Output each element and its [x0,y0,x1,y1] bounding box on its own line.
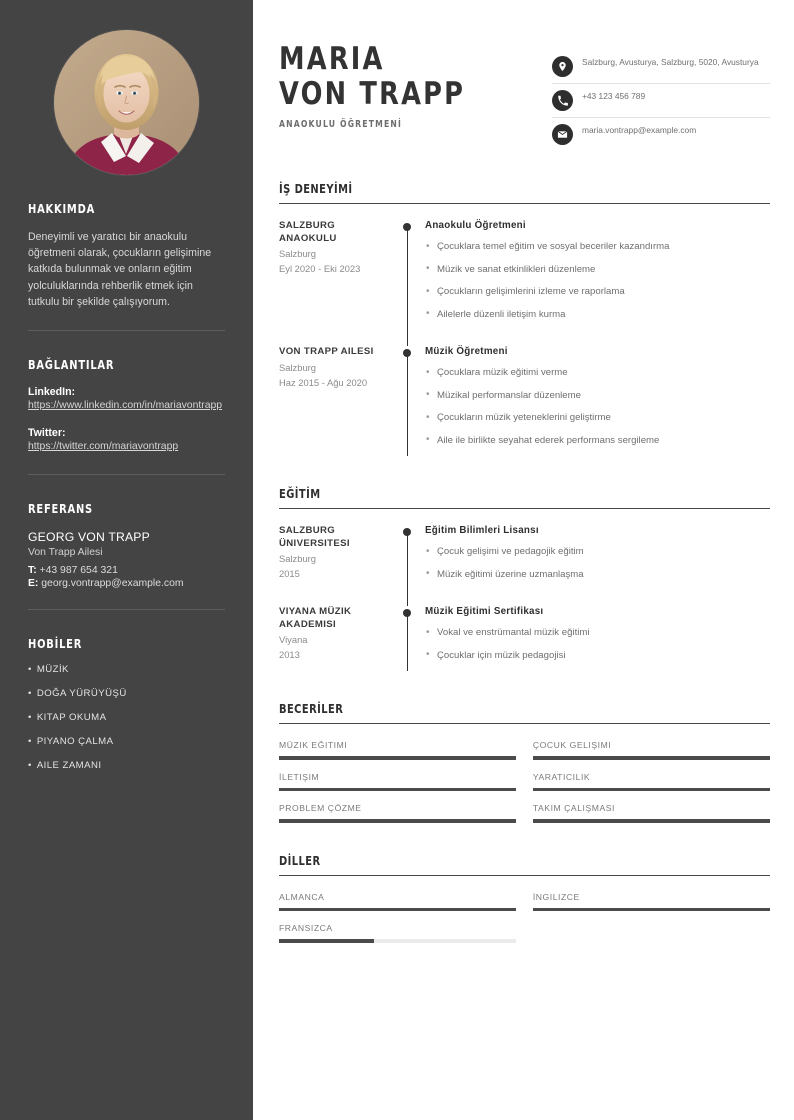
item-org-block [279,220,397,330]
location: Viyana [279,634,308,646]
hobby-label: PIYANO ÇALMA [36,736,114,748]
language-bar-track [279,908,516,912]
organization-name: VIYANA MÜZIK AKADEMISI [279,606,352,630]
section-rule [279,875,770,876]
skill-label: ÇOCUK GELIŞIMI [532,740,612,750]
organization-name: SALZBURG ANAOKULU [279,220,337,244]
page-title [279,41,466,112]
list-item: • Müzikal performanslar düzenleme [425,389,770,402]
item-title: Müzik Eğitimi Sertifikası [425,606,544,617]
date-range: 2013 [279,649,300,661]
divider [28,609,225,610]
experience-heading: İŞ DENEYİMİ [279,181,353,196]
hobby-item [28,688,225,699]
timeline-line [407,613,408,671]
twitter-label: Twitter: [28,427,66,440]
hobbies-heading: HOBİLER [28,636,83,652]
section-rule [279,508,770,509]
contact-text: maria.vontrapp@example.com [582,125,697,135]
about-section [28,201,225,310]
experience-items [279,220,770,456]
timeline-line [407,353,408,456]
language-label: İNGILIZCE [532,891,580,902]
reference-section [28,501,225,589]
languages-section [279,853,770,943]
languages-grid [279,880,770,943]
reference-organization: Von Trapp Ailesi [28,547,103,559]
item-detail-block [423,346,770,456]
list-item: • Çocuklara temel eğitim ve sosyal beceriler kazandırma [425,240,770,253]
first-name: MARIA [279,41,385,77]
timeline-dot-icon [403,223,411,231]
language-item [533,892,770,912]
envelope-icon [552,124,573,145]
location-pin-icon [552,56,573,77]
item-title: Müzik Öğretmeni [425,346,508,357]
language-bar-fill [533,908,770,912]
last-name: VON TRAPP [279,76,466,112]
item-org-block [279,525,397,590]
skill-bar-track [533,788,770,792]
bullet-icon: • [28,712,32,724]
hobby-item [28,760,225,771]
language-label: ALMANCA [279,891,325,902]
skill-bar-track [279,819,516,823]
language-bar-track [533,908,770,912]
item-org-block [279,346,397,456]
profile-photo [54,30,199,175]
timeline-rail [397,346,423,456]
bullet-icon: • [28,736,32,748]
skill-bar-track [279,756,516,760]
language-bar-track [279,939,516,943]
section-rule [279,203,770,204]
location: Salzburg [279,248,317,260]
hobby-label: DOĞA YÜRÜYÜŞÜ [36,688,127,700]
skills-heading: BECERİLER [279,701,344,716]
skill-item [533,772,770,792]
timeline-line [407,532,408,606]
bullet-list [425,626,770,662]
reference-heading: REFERANS [28,501,93,517]
timeline-item [279,606,770,671]
linkedin-url[interactable]: https://www.linkedin.com/in/mariavontrapp [28,400,223,412]
bullet-list [425,366,770,447]
skill-bar-track [533,819,770,823]
bullet-icon: • [28,760,32,772]
skill-bar-fill [279,819,516,823]
hobby-item [28,712,225,723]
link-item-twitter [28,427,225,454]
reference-phone: +43 987 654 321 [39,565,118,577]
list-item: • Çocuklar için müzik pedagojisi [425,649,770,662]
item-detail-block [423,220,770,330]
reference-email-label: E: [28,578,39,590]
timeline-item [279,346,770,456]
skill-bar-fill [533,788,770,792]
date-range: Haz 2015 - Ağu 2020 [279,376,368,388]
item-title: Eğitim Bilimleri Lisansı [425,525,539,536]
list-item: • Müzik ve sanat etkinlikleri düzenleme [425,263,770,276]
experience-section [279,181,770,456]
item-detail-block [423,525,770,590]
hobby-label: MÜZİK [36,664,69,676]
contact-text: +43 123 456 789 [582,91,646,101]
links-section [28,357,225,454]
timeline-dot-icon [403,609,411,617]
reference-phone-row [28,565,225,576]
organization-name: SALZBURG ÜNIVERSITESI [279,525,350,549]
link-item-linkedin [28,386,225,413]
education-heading: EĞİTİM [279,486,321,501]
education-section [279,486,770,671]
language-item [279,892,516,912]
contact-row [552,117,770,151]
contact-row [552,83,770,117]
skill-item [279,740,516,760]
hobby-label: AILE ZAMANI [36,760,102,772]
contact-row [552,50,770,83]
hobbies-list [28,664,225,771]
skill-bar-track [279,788,516,792]
location: Salzburg [279,361,317,373]
list-item: • Vokal ve enstrümantal müzik eğitimi [425,626,770,639]
section-rule [279,723,770,724]
languages-heading: DİLLER [279,852,321,868]
item-title: Anaokulu Öğretmeni [425,220,526,231]
name-block [279,41,481,130]
skill-item [533,803,770,823]
language-item [279,923,516,943]
timeline-line [407,227,408,346]
language-bar-fill [279,908,516,912]
main-content [253,0,794,1120]
skill-bar-fill [279,756,516,760]
skill-item [279,803,516,823]
location: Salzburg [279,553,317,565]
timeline-item [279,220,770,330]
reference-email: georg.vontrapp@example.com [41,578,184,590]
timeline-rail [397,220,423,330]
bullet-list [425,240,770,321]
organization-name: VON TRAPP AILESI [279,346,374,357]
skill-bar-fill [533,819,770,823]
skill-label: PROBLEM ÇÖZME [279,803,362,813]
sidebar [0,0,253,1120]
skill-bar-fill [533,756,770,760]
education-items [279,525,770,671]
contact-text: Salzburg, Avusturya, Salzburg, 5020, Avusturya [582,57,759,67]
reference-name: GEORG VON TRAPP [28,530,150,545]
divider [28,474,225,475]
bullet-icon: • [28,688,32,700]
list-item: • Çocuk gelişimi ve pedagojik eğitim [425,545,770,558]
skill-label: İLETIŞIM [279,771,320,782]
bullet-icon: • [28,664,32,676]
list-item: • Çocuklara müzik eğitimi verme [425,366,770,379]
header [279,41,770,151]
skill-bar-fill [279,788,516,792]
hobby-label: KITAP OKUMA [36,712,107,724]
skill-label: MÜZIK EĞITIMI [279,740,348,750]
timeline-rail [397,525,423,590]
reference-phone-label: T: [28,565,37,577]
language-bar-fill [279,939,374,943]
links-heading: BAĞLANTILAR [28,357,115,373]
photo-container [28,30,225,175]
about-heading: HAKKIMDA [28,201,96,216]
list-item: • Çocukların gelişimlerini izleme ve raporlama [425,285,770,298]
job-role: ANAOKULU ÖĞRETMENİ [279,119,403,130]
contact-list [552,50,770,151]
hobbies-section [28,636,225,771]
list-item: • Ailelerle düzenli iletişim kurma [425,308,770,321]
timeline-rail [397,606,423,671]
divider [28,330,225,331]
hobby-item [28,736,225,747]
timeline-dot-icon [403,528,411,536]
item-org-block [279,606,397,671]
hobby-item [28,664,225,675]
phone-icon [552,90,573,111]
reference-email-row [28,578,225,589]
bullet-list [425,545,770,581]
list-item: • Aile ile birlikte seyahat ederek performans sergileme [425,434,770,447]
about-text: Deneyimli ve yaratıcı bir anaokulu öğretmeni olarak, çocukların gelişimine katkıda bulunmak ve onların eğitim yolculuklarında rehberlik etmek için tutkulu bir şekilde çalışıyorum. [28,231,212,308]
twitter-url[interactable]: https://twitter.com/mariavontrapp [28,441,179,453]
date-range: 2015 [279,568,300,580]
skill-label: YARATICILIK [532,771,591,782]
skills-grid [279,728,770,823]
item-detail-block [423,606,770,671]
linkedin-label: LinkedIn: [28,386,76,399]
list-item: • Müzik eğitimi üzerine uzmanlaşma [425,568,770,581]
skill-item [279,772,516,792]
timeline-item [279,525,770,590]
skills-section [279,701,770,823]
date-range: Eyl 2020 - Eki 2023 [279,263,361,275]
timeline-dot-icon [403,349,411,357]
skill-label: TAKIM ÇALIŞMASI [532,803,615,813]
language-label: FRANSIZCA [279,923,333,933]
list-item: • Çocukların müzik yeteneklerini geliştirme [425,411,770,424]
skill-item [533,740,770,760]
skill-bar-track [533,756,770,760]
